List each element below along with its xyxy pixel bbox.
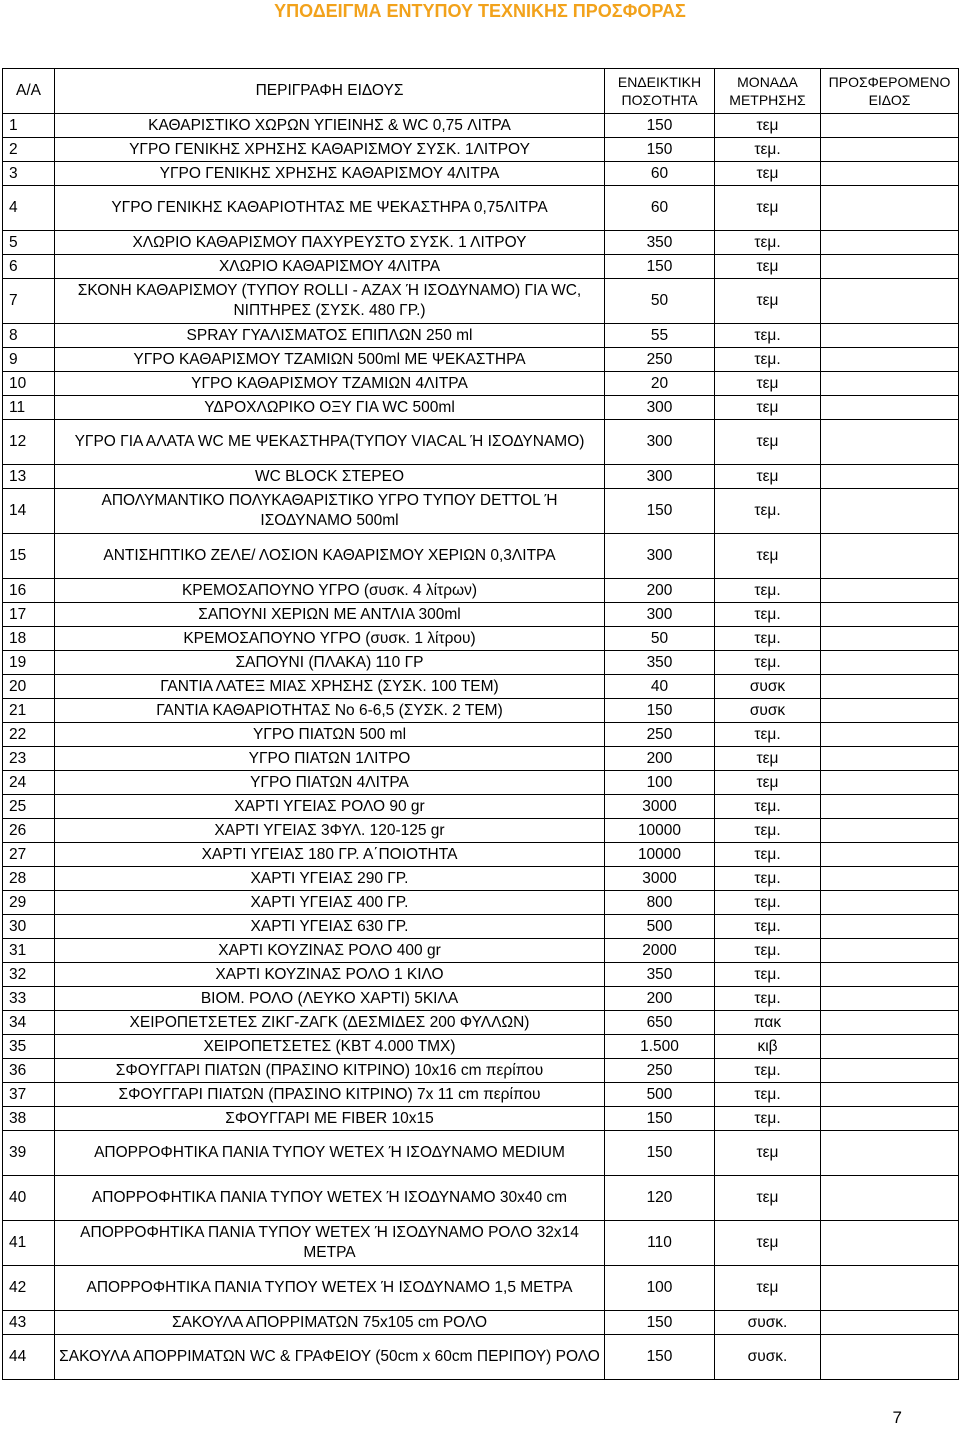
table-row — [3, 939, 959, 963]
item-offered-cell[interactable] — [821, 465, 959, 489]
item-number: 17 — [3, 603, 55, 627]
item-unit: τεμ. — [715, 987, 821, 1011]
item-quantity: 150 — [605, 255, 715, 279]
item-description: ΣΦΟΥΓΓΑΡΙ ΜΕ FIBER 10x15 — [55, 1107, 605, 1131]
table-row — [3, 324, 959, 348]
item-description: ΧΛΩΡΙΟ ΚΑΘΑΡΙΣΜΟΥ 4ΛΙΤΡΑ — [55, 255, 605, 279]
table-row — [3, 603, 959, 627]
item-quantity: 150 — [605, 114, 715, 138]
item-quantity: 200 — [605, 987, 715, 1011]
item-unit: τεμ — [715, 1221, 821, 1266]
table-row — [3, 699, 959, 723]
table-row — [3, 1059, 959, 1083]
item-unit: τεμ. — [715, 324, 821, 348]
item-description: ΣΦΟΥΓΓΑΡΙ ΠΙΑΤΩΝ (ΠΡΑΣΙΝΟ ΚΙΤΡΙΝΟ) 7x 11 cm περίπου — [55, 1083, 605, 1107]
item-description: ΧΑΡΤΙ ΥΓΕΙΑΣ 400 ΓΡ. — [55, 891, 605, 915]
item-number: 44 — [3, 1335, 55, 1380]
item-description: ΥΓΡΟ ΠΙΑΤΩΝ 500 ml — [55, 723, 605, 747]
item-number: 15 — [3, 534, 55, 579]
item-description: SPRAY ΓΥΑΛΙΣΜΑΤΟΣ ΕΠΙΠΛΩΝ 250 ml — [55, 324, 605, 348]
item-offered-cell[interactable] — [821, 372, 959, 396]
item-description: ΚΡΕΜΟΣΑΠΟΥΝΟ ΥΓΡΟ (συσκ. 4 λίτρων) — [55, 579, 605, 603]
table-row — [3, 1311, 959, 1335]
item-offered-cell[interactable] — [821, 489, 959, 534]
item-description: ΣΚΟΝΗ ΚΑΘΑΡΙΣΜΟΥ (ΤΥΠΟΥ ROLLI - AZAX Ή ΙΣΟΔΥΝΑΜΟ) ΓΙΑ WC, ΝΙΠΤΗΡΕΣ (ΣΥΣΚ. 480 ΓΡ.) — [55, 279, 605, 324]
item-offered-cell[interactable] — [821, 114, 959, 138]
table-row — [3, 1107, 959, 1131]
item-quantity: 300 — [605, 396, 715, 420]
table-row — [3, 372, 959, 396]
item-offered-cell[interactable] — [821, 186, 959, 231]
item-quantity: 120 — [605, 1176, 715, 1221]
item-description: ΧΑΡΤΙ ΥΓΕΙΑΣ 3ΦΥΛ. 120-125 gr — [55, 819, 605, 843]
item-quantity: 200 — [605, 747, 715, 771]
item-unit: τεμ — [715, 1176, 821, 1221]
item-number: 13 — [3, 465, 55, 489]
item-number: 2 — [3, 138, 55, 162]
item-unit: τεμ — [715, 279, 821, 324]
item-offered-cell[interactable] — [821, 162, 959, 186]
item-description: ΧΑΡΤΙ ΥΓΕΙΑΣ ΡΟΛΟ 90 gr — [55, 795, 605, 819]
item-quantity: 3000 — [605, 795, 715, 819]
item-description: ΣΑΚΟΥΛΑ ΑΠΟΡΡΙΜΑΤΩΝ WC & ΓΡΑΦΕΙΟΥ (50cm x 60cm ΠΕΡΙΠΟΥ) ΡΟΛΟ — [55, 1335, 605, 1380]
table-row — [3, 420, 959, 465]
item-description: ΚΡΕΜΟΣΑΠΟΥΝΟ ΥΓΡΟ (συσκ. 1 λίτρου) — [55, 627, 605, 651]
item-number: 3 — [3, 162, 55, 186]
item-offered-cell[interactable] — [821, 255, 959, 279]
item-unit: τεμ — [715, 396, 821, 420]
item-offered-cell[interactable] — [821, 747, 959, 771]
item-number: 42 — [3, 1266, 55, 1311]
item-unit: τεμ — [715, 372, 821, 396]
item-number: 22 — [3, 723, 55, 747]
item-description: ΥΓΡΟ ΓΕΝΙΚΗΣ ΚΑΘΑΡΙΟΤΗΤΑΣ ΜΕ ΨΕΚΑΣΤΗΡΑ 0,75ΛΙΤΡΑ — [55, 186, 605, 231]
table-row — [3, 675, 959, 699]
item-quantity: 150 — [605, 1335, 715, 1380]
item-offered-cell[interactable] — [821, 699, 959, 723]
item-unit: τεμ. — [715, 489, 821, 534]
table-row — [3, 771, 959, 795]
table-row — [3, 1221, 959, 1266]
item-description: ΧΕΙΡΟΠΕΤΣΕΤΕΣ (ΚΒΤ 4.000 ΤΜΧ) — [55, 1035, 605, 1059]
item-description: ΓΑΝΤΙΑ ΚΑΘΑΡΙΟΤΗΤΑΣ Νο 6-6,5 (ΣΥΣΚ. 2 ΤΕΜ) — [55, 699, 605, 723]
item-number: 24 — [3, 771, 55, 795]
item-description: ΧΕΙΡΟΠΕΤΣΕΤΕΣ ΖΙΚΓ-ΖΑΓΚ (ΔΕΣΜΙΔΕΣ 200 ΦΥΛΛΩΝ) — [55, 1011, 605, 1035]
item-offered-cell[interactable] — [821, 324, 959, 348]
table-header-row — [3, 69, 959, 114]
item-description: ΣΑΚΟΥΛΑ ΑΠΟΡΡΙΜΑΤΩΝ 75x105 cm ΡΟΛΟ — [55, 1311, 605, 1335]
table-row — [3, 1083, 959, 1107]
item-quantity: 150 — [605, 1311, 715, 1335]
item-unit: πακ — [715, 1011, 821, 1035]
item-number: 34 — [3, 1011, 55, 1035]
item-number: 33 — [3, 987, 55, 1011]
item-unit: συσκ. — [715, 1311, 821, 1335]
item-quantity: 300 — [605, 603, 715, 627]
item-number: 12 — [3, 420, 55, 465]
item-quantity: 350 — [605, 231, 715, 255]
item-number: 21 — [3, 699, 55, 723]
item-quantity: 100 — [605, 771, 715, 795]
item-quantity: 800 — [605, 891, 715, 915]
table-row — [3, 489, 959, 534]
item-quantity: 20 — [605, 372, 715, 396]
item-number: 35 — [3, 1035, 55, 1059]
item-number: 31 — [3, 939, 55, 963]
table-row — [3, 1131, 959, 1176]
item-quantity: 250 — [605, 1059, 715, 1083]
item-offered-cell[interactable] — [821, 603, 959, 627]
table-row — [3, 396, 959, 420]
table-row — [3, 231, 959, 255]
header-no: Α/Α — [3, 69, 55, 114]
item-description: ΧΑΡΤΙ ΥΓΕΙΑΣ 630 ΓΡ. — [55, 915, 605, 939]
item-quantity: 50 — [605, 627, 715, 651]
item-unit: τεμ — [715, 186, 821, 231]
item-offered-cell[interactable] — [821, 627, 959, 651]
item-quantity: 1.500 — [605, 1035, 715, 1059]
item-offered-cell[interactable] — [821, 939, 959, 963]
item-number: 7 — [3, 279, 55, 324]
item-offered-cell[interactable] — [821, 843, 959, 867]
item-description: ΑΝΤΙΣΗΠΤΙΚΟ ΖΕΛΕ/ ΛΟΣΙΟΝ ΚΑΘΑΡΙΣΜΟΥ ΧΕΡΙΩΝ 0,3ΛΙΤΡΑ — [55, 534, 605, 579]
item-offered-cell[interactable] — [821, 651, 959, 675]
item-number: 6 — [3, 255, 55, 279]
item-unit: τεμ. — [715, 867, 821, 891]
item-description: ΥΓΡΟ ΚΑΘΑΡΙΣΜΟΥ ΤΖΑΜΙΩΝ 4ΛΙΤΡΑ — [55, 372, 605, 396]
table-row — [3, 1176, 959, 1221]
item-number: 10 — [3, 372, 55, 396]
header-description: ΠΕΡΙΓΡΑΦΗ ΕΙΔΟΥΣ — [55, 69, 605, 114]
item-unit: τεμ. — [715, 579, 821, 603]
item-unit: τεμ. — [715, 915, 821, 939]
header-quantity: ΕΝΔΕΙΚΤΙΚΗ ΠΟΣΟΤΗΤΑ — [605, 69, 715, 114]
item-number: 32 — [3, 963, 55, 987]
table-row — [3, 1266, 959, 1311]
item-offered-cell[interactable] — [821, 279, 959, 324]
item-description: ΥΓΡΟ ΠΙΑΤΩΝ 1ΛΙΤΡΟ — [55, 747, 605, 771]
item-unit: τεμ. — [715, 963, 821, 987]
item-unit: τεμ. — [715, 231, 821, 255]
item-unit: τεμ. — [715, 651, 821, 675]
item-offered-cell[interactable] — [821, 795, 959, 819]
item-description: ΑΠΟΛΥΜΑΝΤΙΚΟ ΠΟΛΥΚΑΘΑΡΙΣΤΙΚΟ ΥΓΡΟ ΤΥΠΟΥ DETTOL Ή ΙΣΟΔΥΝΑΜΟ 500ml — [55, 489, 605, 534]
item-quantity: 2000 — [605, 939, 715, 963]
item-description: ΣΑΠΟΥΝΙ ΧΕΡΙΩΝ ΜΕ ΑΝΤΛΙΑ 300ml — [55, 603, 605, 627]
item-offered-cell[interactable] — [821, 1335, 959, 1380]
item-description: ΑΠΟΡΡΟΦΗΤΙΚΑ ΠΑΝΙΑ ΤΥΠΟΥ WETEX Ή ΙΣΟΔΥΝΑΜΟ MEDIUM — [55, 1131, 605, 1176]
item-description: ΥΓΡΟ ΓΕΝΙΚΗΣ ΧΡΗΣΗΣ ΚΑΘΑΡΙΣΜΟΥ ΣΥΣΚ. 1ΛΙΤΡΟΥ — [55, 138, 605, 162]
item-unit: τεμ. — [715, 843, 821, 867]
item-unit: τεμ — [715, 1131, 821, 1176]
item-description: WC BLOCK ΣΤΕΡΕΟ — [55, 465, 605, 489]
item-number: 27 — [3, 843, 55, 867]
item-number: 30 — [3, 915, 55, 939]
item-quantity: 250 — [605, 348, 715, 372]
item-unit: τεμ — [715, 255, 821, 279]
item-quantity: 150 — [605, 699, 715, 723]
table-row — [3, 1335, 959, 1380]
table-row — [3, 465, 959, 489]
table-row — [3, 138, 959, 162]
item-number: 4 — [3, 186, 55, 231]
item-number: 36 — [3, 1059, 55, 1083]
item-quantity: 350 — [605, 963, 715, 987]
item-offered-cell[interactable] — [821, 987, 959, 1011]
item-description: ΥΓΡΟ ΚΑΘΑΡΙΣΜΟΥ ΤΖΑΜΙΩΝ 500ml ΜΕ ΨΕΚΑΣΤΗΡΑ — [55, 348, 605, 372]
item-offered-cell[interactable] — [821, 1011, 959, 1035]
item-unit: συσκ — [715, 675, 821, 699]
item-description: ΧΑΡΤΙ ΚΟΥΖΙΝΑΣ ΡΟΛΟ 400 gr — [55, 939, 605, 963]
item-unit: συσκ. — [715, 1335, 821, 1380]
item-number: 19 — [3, 651, 55, 675]
item-unit: τεμ. — [715, 1083, 821, 1107]
item-offered-cell[interactable] — [821, 675, 959, 699]
item-offered-cell[interactable] — [821, 1035, 959, 1059]
item-offered-cell[interactable] — [821, 1059, 959, 1083]
item-description: ΑΠΟΡΡΟΦΗΤΙΚΑ ΠΑΝΙΑ ΤΥΠΟΥ WETEX Ή ΙΣΟΔΥΝΑΜΟ 30x40 cm — [55, 1176, 605, 1221]
table-row — [3, 723, 959, 747]
item-unit: τεμ — [715, 534, 821, 579]
item-offered-cell[interactable] — [821, 723, 959, 747]
item-unit: τεμ. — [715, 891, 821, 915]
table-row — [3, 1035, 959, 1059]
item-number: 20 — [3, 675, 55, 699]
header-unit: ΜΟΝΑΔΑ ΜΕΤΡΗΣΗΣ — [715, 69, 821, 114]
item-unit: τεμ — [715, 747, 821, 771]
item-quantity: 40 — [605, 675, 715, 699]
item-quantity: 60 — [605, 162, 715, 186]
item-number: 11 — [3, 396, 55, 420]
item-number: 25 — [3, 795, 55, 819]
table-row — [3, 867, 959, 891]
item-number: 26 — [3, 819, 55, 843]
item-unit: τεμ. — [715, 138, 821, 162]
item-description: ΧΛΩΡΙΟ ΚΑΘΑΡΙΣΜΟΥ ΠΑΧΥΡΕΥΣΤΟ ΣΥΣΚ. 1 ΛΙΤΡΟΥ — [55, 231, 605, 255]
item-unit: τεμ — [715, 162, 821, 186]
item-number: 1 — [3, 114, 55, 138]
table-row — [3, 843, 959, 867]
item-offered-cell[interactable] — [821, 1266, 959, 1311]
item-description: ΥΓΡΟ ΓΕΝΙΚΗΣ ΧΡΗΣΗΣ ΚΑΘΑΡΙΣΜΟΥ 4ΛΙΤΡΑ — [55, 162, 605, 186]
item-quantity: 110 — [605, 1221, 715, 1266]
item-description: ΚΑΘΑΡΙΣΤΙΚΟ ΧΩΡΩΝ ΥΓΙΕΙΝΗΣ & WC 0,75 ΛΙΤΡΑ — [55, 114, 605, 138]
document-title: ΥΠΟΔΕΙΓΜΑ ΕΝΤΥΠΟΥ ΤΕΧΝΙΚΗΣ ΠΡΟΣΦΟΡΑΣ — [274, 1, 686, 21]
item-description: ΥΔΡΟΧΛΩΡΙΚΟ ΟΞΥ ΓΙΑ WC 500ml — [55, 396, 605, 420]
item-number: 37 — [3, 1083, 55, 1107]
item-quantity: 150 — [605, 489, 715, 534]
item-number: 28 — [3, 867, 55, 891]
item-description: ΒΙΟΜ. ΡΟΛΟ (ΛΕΥΚΟ ΧΑΡΤΙ) 5ΚΙΛΑ — [55, 987, 605, 1011]
item-offered-cell[interactable] — [821, 891, 959, 915]
item-description: ΑΠΟΡΡΟΦΗΤΙΚΑ ΠΑΝΙΑ ΤΥΠΟΥ WETEX Ή ΙΣΟΔΥΝΑΜΟ ΡΟΛΟ 32x14 ΜΕΤΡΑ — [55, 1221, 605, 1266]
item-offered-cell[interactable] — [821, 867, 959, 891]
table-row — [3, 627, 959, 651]
item-offered-cell[interactable] — [821, 963, 959, 987]
item-offered-cell[interactable] — [821, 1221, 959, 1266]
item-offered-cell[interactable] — [821, 420, 959, 465]
table-row — [3, 1011, 959, 1035]
item-quantity: 150 — [605, 138, 715, 162]
item-quantity: 60 — [605, 186, 715, 231]
item-offered-cell[interactable] — [821, 771, 959, 795]
table-row — [3, 747, 959, 771]
table-row — [3, 891, 959, 915]
table-row — [3, 819, 959, 843]
item-number: 41 — [3, 1221, 55, 1266]
item-offered-cell[interactable] — [821, 231, 959, 255]
table-row — [3, 795, 959, 819]
table-row — [3, 348, 959, 372]
item-description: ΣΦΟΥΓΓΑΡΙ ΠΙΑΤΩΝ (ΠΡΑΣΙΝΟ ΚΙΤΡΙΝΟ) 10x16 cm περίπου — [55, 1059, 605, 1083]
item-quantity: 300 — [605, 420, 715, 465]
item-offered-cell[interactable] — [821, 348, 959, 372]
item-offered-cell[interactable] — [821, 1083, 959, 1107]
item-description: ΣΑΠΟΥΝΙ (ΠΛΑΚΑ) 110 ΓΡ — [55, 651, 605, 675]
item-unit: συσκ — [715, 699, 821, 723]
item-quantity: 100 — [605, 1266, 715, 1311]
item-number: 38 — [3, 1107, 55, 1131]
table-row — [3, 987, 959, 1011]
item-number: 16 — [3, 579, 55, 603]
table-row — [3, 651, 959, 675]
item-quantity: 300 — [605, 465, 715, 489]
item-offered-cell[interactable] — [821, 534, 959, 579]
item-quantity: 200 — [605, 579, 715, 603]
item-quantity: 50 — [605, 279, 715, 324]
item-offered-cell[interactable] — [821, 1131, 959, 1176]
item-number: 39 — [3, 1131, 55, 1176]
table-row — [3, 534, 959, 579]
item-offered-cell[interactable] — [821, 579, 959, 603]
item-offered-cell[interactable] — [821, 1311, 959, 1335]
item-quantity: 300 — [605, 534, 715, 579]
item-quantity: 10000 — [605, 819, 715, 843]
item-number: 14 — [3, 489, 55, 534]
item-number: 43 — [3, 1311, 55, 1335]
item-number: 9 — [3, 348, 55, 372]
item-description: ΧΑΡΤΙ ΚΟΥΖΙΝΑΣ ΡΟΛΟ 1 ΚΙΛΟ — [55, 963, 605, 987]
header-offered-item: ΠΡΟΣΦΕΡΟΜΕΝΟ ΕΙΔΟΣ — [821, 69, 959, 114]
item-quantity: 150 — [605, 1107, 715, 1131]
item-offered-cell[interactable] — [821, 915, 959, 939]
item-description: ΧΑΡΤΙ ΥΓΕΙΑΣ 180 ΓΡ. Α΄ΠΟΙΟΤΗΤΑ — [55, 843, 605, 867]
item-unit: τεμ — [715, 1266, 821, 1311]
item-description: ΥΓΡΟ ΠΙΑΤΩΝ 4ΛΙΤΡΑ — [55, 771, 605, 795]
item-description: ΑΠΟΡΡΟΦΗΤΙΚΑ ΠΑΝΙΑ ΤΥΠΟΥ WETEX Ή ΙΣΟΔΥΝΑΜΟ 1,5 ΜΕΤΡΑ — [55, 1266, 605, 1311]
item-unit: τεμ. — [715, 1107, 821, 1131]
table-row — [3, 279, 959, 324]
table-row — [3, 186, 959, 231]
item-offered-cell[interactable] — [821, 138, 959, 162]
item-quantity: 10000 — [605, 843, 715, 867]
item-unit: τεμ. — [715, 348, 821, 372]
item-unit: τεμ. — [715, 795, 821, 819]
table-row — [3, 162, 959, 186]
item-quantity: 250 — [605, 723, 715, 747]
item-unit: τεμ. — [715, 1059, 821, 1083]
item-number: 23 — [3, 747, 55, 771]
technical-offer-table — [2, 68, 959, 1380]
item-description: ΓΑΝΤΙΑ ΛΑΤΕΞ ΜΙΑΣ ΧΡΗΣΗΣ (ΣΥΣΚ. 100 ΤΕΜ) — [55, 675, 605, 699]
table-row — [3, 915, 959, 939]
item-unit: κιβ — [715, 1035, 821, 1059]
item-unit: τεμ — [715, 465, 821, 489]
item-unit: τεμ — [715, 771, 821, 795]
item-number: 18 — [3, 627, 55, 651]
item-number: 29 — [3, 891, 55, 915]
item-quantity: 500 — [605, 915, 715, 939]
table-row — [3, 963, 959, 987]
item-quantity: 350 — [605, 651, 715, 675]
item-unit: τεμ — [715, 420, 821, 465]
item-quantity: 55 — [605, 324, 715, 348]
item-number: 40 — [3, 1176, 55, 1221]
item-number: 8 — [3, 324, 55, 348]
page-number: 7 — [892, 1408, 902, 1427]
item-unit: τεμ. — [715, 819, 821, 843]
item-unit: τεμ. — [715, 627, 821, 651]
table-row — [3, 579, 959, 603]
item-quantity: 650 — [605, 1011, 715, 1035]
item-number: 5 — [3, 231, 55, 255]
table-body — [3, 114, 959, 1380]
item-offered-cell[interactable] — [821, 1176, 959, 1221]
item-description: ΧΑΡΤΙ ΥΓΕΙΑΣ 290 ΓΡ. — [55, 867, 605, 891]
table-row — [3, 114, 959, 138]
item-offered-cell[interactable] — [821, 396, 959, 420]
item-description: ΥΓΡΟ ΓΙΑ ΑΛΑΤΑ WC ΜΕ ΨΕΚΑΣΤΗΡΑ(ΤΥΠΟΥ VIACAL Ή ΙΣΟΔΥΝΑΜΟ) — [55, 420, 605, 465]
table-row — [3, 255, 959, 279]
item-unit: τεμ. — [715, 939, 821, 963]
item-unit: τεμ. — [715, 603, 821, 627]
item-offered-cell[interactable] — [821, 1107, 959, 1131]
item-quantity: 3000 — [605, 867, 715, 891]
item-unit: τεμ — [715, 114, 821, 138]
item-quantity: 500 — [605, 1083, 715, 1107]
item-quantity: 150 — [605, 1131, 715, 1176]
item-unit: τεμ. — [715, 723, 821, 747]
item-offered-cell[interactable] — [821, 819, 959, 843]
